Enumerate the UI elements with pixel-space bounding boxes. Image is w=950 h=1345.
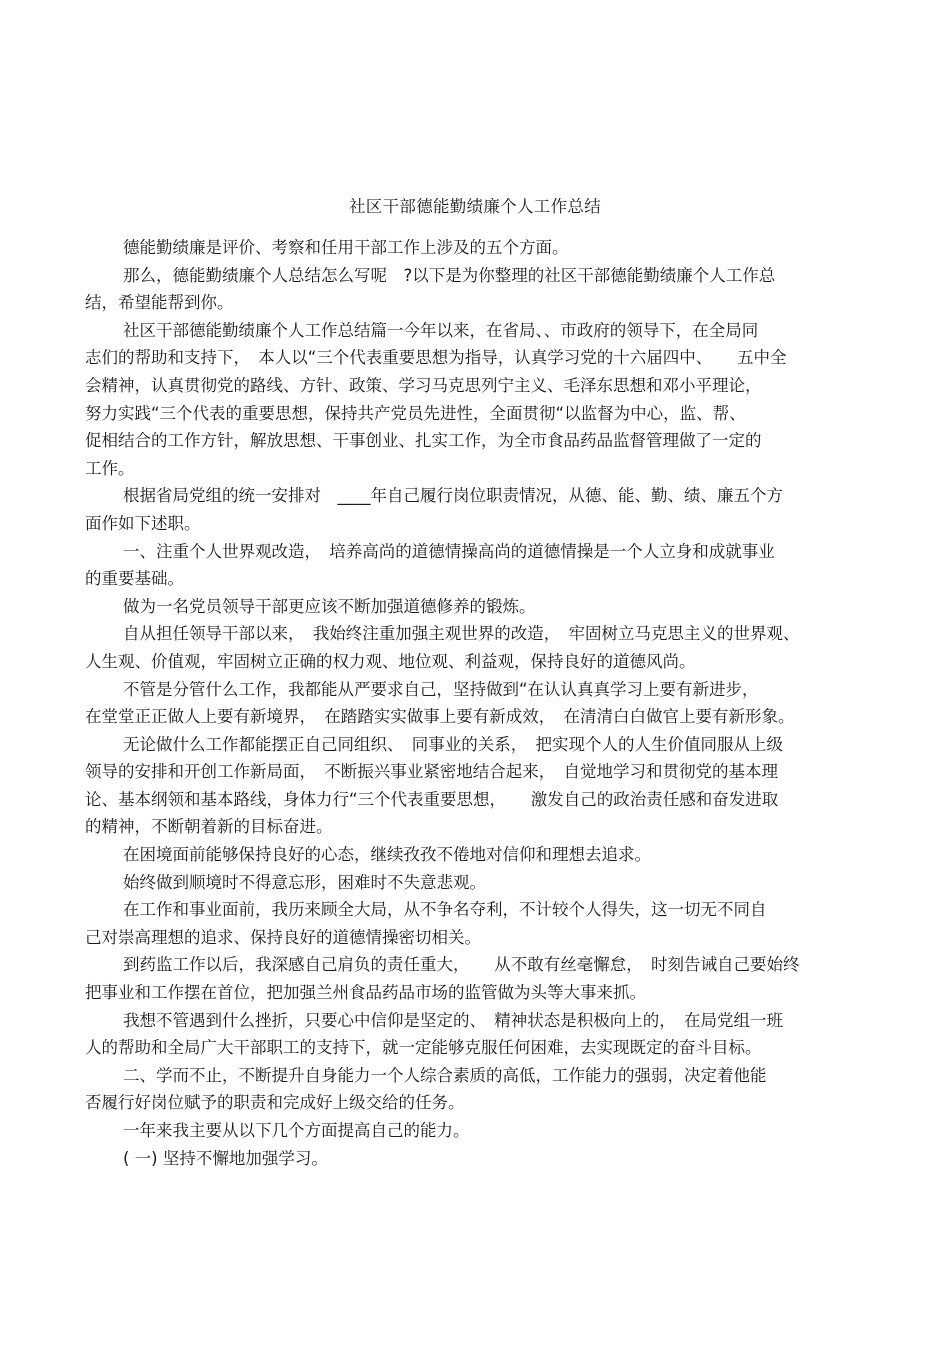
- document-title: 社区干部德能勤绩廉个人工作总结: [349, 197, 601, 216]
- text-line: 做为一名党员领导干部更应该不断加强道德修养的锻炼。: [123, 596, 536, 616]
- text-line: 自从担任领导干部以来， 我始终注重加强主观世界的改造， 牢固树立马克思主义的世界观、: [123, 624, 800, 644]
- text-line: 会精神，认真贯彻党的路线、方针、政策、学习马克思列宁主义、毛泽东思想和邓小平理论，: [85, 375, 762, 395]
- text-line: 德能勤绩廉是评价、考察和任用干部工作上涉及的五个方面。: [123, 238, 569, 257]
- text-line: 努力实践“三个代表的重要思想，保持共产党员先进性，全面贯彻“以监督为中心，监、帮、: [85, 403, 746, 423]
- text-line: 的精神，不断朝着新的目标奋进。: [85, 817, 333, 837]
- text-line: 论、基本纲领和基本路线，身体力行“三个代表重要思想， 激发自己的政治责任感和奋发进取: [85, 789, 779, 809]
- text-line: 到药监工作以后，我深感自己肩负的责任重大， 从不敢有丝毫懈怠， 时刻告诫自己要始终: [123, 955, 800, 975]
- text-line: 的重要基础。: [85, 569, 184, 589]
- document-body: [85, 234, 865, 1172]
- text-line: 我想不管遇到什么挫折，只要心中信仰是坚定的、 精神状态是积极向上的， 在局党组一班: [123, 1010, 783, 1030]
- text-line: 根据省局党组的统一安排对 ____年自己履行岗位职责情况，从德、能、勤、绩、廉五个方: [123, 486, 783, 506]
- text-line: 人生观、价值观，牢固树立正确的权力观、地位观、利益观，保持良好的道德风尚。: [85, 651, 696, 671]
- text-line: 领导的安排和开创工作新局面， 不断振兴事业紧密地结合起来， 自觉地学习和贯彻党的基本理: [85, 762, 778, 782]
- text-line: 在困境面前能够保持良好的心态，继续孜孜不倦地对信仰和理想去追求。: [123, 845, 651, 865]
- text-line: 工作。: [85, 458, 135, 478]
- text-line: 无论做什么工作都能摆正自己同组织、 同事业的关系， 把实现个人的人生价值同服从上级: [123, 734, 783, 754]
- text-line: 面作如下述职。: [85, 513, 201, 533]
- text-line: 结，希望能帮到你。: [85, 293, 234, 313]
- text-line: 在堂堂正正做人上要有新境界， 在踏踏实实做事上要有新成效， 在清清白白做官上要有新形象。: [85, 707, 795, 727]
- text-line: 把事业和工作摆在首位，把加强兰州食品药品市场的监管做为头等大事来抓。: [85, 983, 646, 1003]
- text-line: 促相结合的工作方针，解放思想、干事创业、扎实工作，为全市食品药品监督管理做了一定的: [85, 431, 762, 451]
- text-line: 不管是分管什么工作，我都能从严要求自己，坚持做到“在认认真真学习上要有新进步，: [123, 679, 759, 699]
- text-line: 志们的帮助和支持下， 本人以“三个代表重要思想为指导，认真学习党的十六届四中、 五中全: [85, 348, 787, 368]
- text-line: 己对崇高理想的追求、保持良好的道德情操密切相关。: [85, 927, 481, 947]
- text-line: 一年来我主要从以下几个方面提高自己的能力。: [123, 1121, 470, 1140]
- text-line: ( 一) 坚持不懈地加强学习。: [123, 1148, 328, 1168]
- text-line: 二、学而不止，不断提升自身能力一个人综合素质的高低，工作能力的强弱，决定着他能: [123, 1065, 767, 1085]
- text-line: 始终做到顺境时不得意忘形，困难时不失意悲观。: [123, 872, 486, 892]
- text-line: 一、注重个人世界观改造， 培养高尚的道德情操高尚的道德情操是一个人立身和成就事业: [123, 541, 775, 561]
- text-line: 在工作和事业面前，我历来顾全大局，从不争名夺利，不计较个人得失，这一切无不同自: [123, 900, 767, 920]
- text-line: 社区干部德能勤绩廉个人工作总结篇一今年以来，在省局、、市政府的领导下，在全局同: [123, 320, 759, 340]
- text-line: 人的帮助和全局广大干部职工的支持下，就一定能够克服任何困难，去实现既定的奋斗目标。: [85, 1038, 762, 1058]
- text-line: 否履行好岗位赋予的职责和完成好上级交给的任务。: [85, 1093, 465, 1113]
- text-line: 那么，德能勤绩廉个人总结怎么写呢 ?以下是为你整理的社区干部德能勤绩廉个人工作总: [123, 265, 776, 285]
